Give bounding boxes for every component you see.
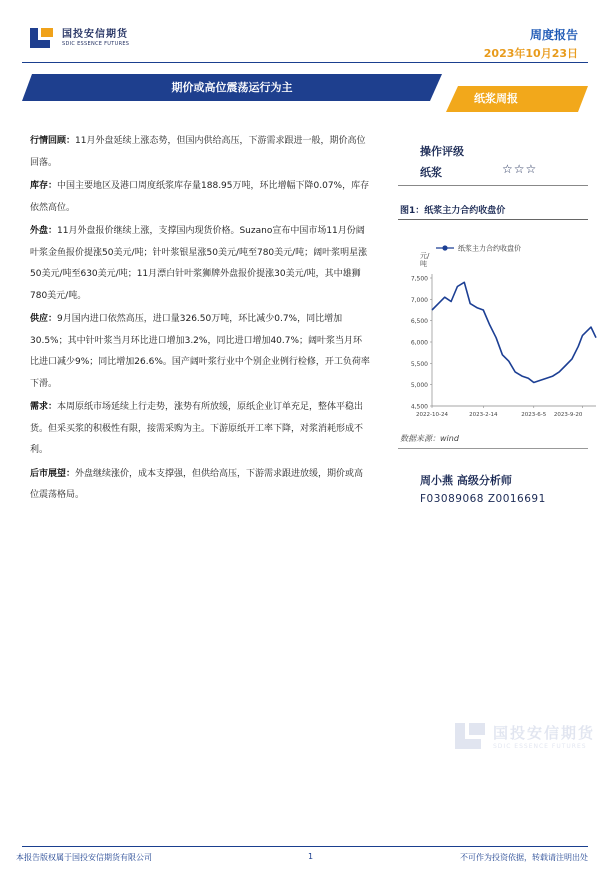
chart-source: 数据来源：wind: [400, 434, 459, 443]
y-tick-label: 5,000: [410, 382, 428, 390]
paragraph-supply: 供应：9月国内进口依然高压，进口量326.50万吨，环比减少0.7%，同比增加30.5%；其中针叶浆当月环比进口增加3.2%，同比进口增加40.7%；阔叶浆当月环比进口减少9%；同比增加26.6%。国产阔叶浆行业中个别企业例行检修，开工负荷率下滑。: [30, 314, 370, 389]
paragraph-market-review: 行情回顾：11月外盘延续上涨态势，但国内供给高压，下游需求跟进一般，期价高位回落。: [30, 136, 366, 168]
price-chart-svg: [398, 230, 603, 430]
logo-name-cn: 国投安信期货: [62, 28, 128, 40]
paragraph-demand: 需求：本周原纸市场延续上行走势，涨势有所放缓，原纸企业订单充足，整体平稳出货。但采买浆的积极性有限，接需采购为主。下游原纸开工率下降，对浆消耗形成不利。: [30, 402, 364, 455]
footer-divider: [22, 846, 588, 847]
x-tick-label: 2023-9-20: [553, 412, 583, 418]
y-tick-label: 7,000: [410, 296, 428, 304]
figure-caption: 图1：纸浆主力合约收盘价: [400, 206, 506, 216]
analyst-ids: F03089068 Z0016691: [420, 493, 546, 505]
series-line-pulp-price: [432, 282, 596, 382]
logo-icon: [30, 28, 56, 48]
legend-label: 纸浆主力合约收盘价: [458, 244, 521, 253]
rating-item: 纸浆: [420, 166, 442, 179]
watermark-icon: [455, 723, 487, 749]
watermark-logo: [455, 722, 595, 750]
watermark-name-en: SDIC ESSENCE FUTURES: [493, 743, 587, 750]
chart-y-label: 元/: [420, 252, 430, 260]
report-body: [30, 131, 370, 509]
page-number: 1: [308, 852, 314, 861]
paragraph-inventory: 库存：中国主要地区及港口周度纸浆库存量188.95万吨，环比增幅下降0.07%，库存依然高位。: [30, 181, 370, 213]
legend-marker: [442, 245, 447, 250]
rating-divider: [398, 185, 588, 186]
report-type: 周度报告: [529, 28, 578, 42]
report-title: 期价或高位震荡运行为主: [171, 81, 293, 94]
chart-divider: [398, 448, 588, 449]
x-tick-label: 2022-10-24: [416, 412, 448, 418]
y-tick-label: 7,500: [410, 275, 428, 283]
price-chart: [398, 230, 603, 430]
analyst-name: 周小燕 高级分析师: [420, 474, 512, 487]
x-tick-label: 2023-2-14: [469, 412, 498, 418]
y-tick-label: 4,500: [410, 403, 428, 411]
paragraph-outlook: 后市展望：外盘继续涨价，成本支撑强，但供给高压，下游需求跟进放缓，期价或高位震荡格局。: [30, 468, 364, 500]
y-tick-label: 5,500: [410, 360, 428, 368]
company-logo: [30, 28, 129, 48]
figure-divider: [398, 219, 588, 220]
star-rating-icon: ☆☆☆: [502, 162, 538, 176]
rating-title: 操作评级: [420, 145, 464, 158]
paragraph-external-market: 外盘：11月外盘报价继续上涨，支撑国内现货价格。Suzano宣布中国市场11月份阔叶浆金鱼报价提涨50美元/吨；针叶浆银星涨50美元/吨至780美元/吨；阔叶浆明星涨50美元/吨至630美元/吨；11月漂白针叶浆狮牌外盘报价提涨30美元/吨，其中雄狮780美元/吨。: [30, 226, 368, 301]
y-tick-label: 6,500: [410, 318, 428, 326]
footer-disclaimer: 不可作为投资依据，转载请注明出处: [460, 853, 588, 862]
chart-y-label-2: 吨: [420, 260, 427, 268]
logo-name-en: SDIC ESSENCE FUTURES: [62, 40, 130, 47]
footer-copyright: 本报告版权属于国投安信期货有限公司: [16, 853, 152, 862]
y-tick-label: 6,000: [410, 339, 428, 347]
header-divider: [22, 62, 588, 63]
report-date: 2023年10月23日: [483, 47, 578, 60]
watermark-name-cn: 国投安信期货: [493, 724, 596, 742]
banner-tag: 纸浆周报: [474, 92, 518, 105]
x-tick-label: 2023-6-5: [521, 412, 547, 418]
